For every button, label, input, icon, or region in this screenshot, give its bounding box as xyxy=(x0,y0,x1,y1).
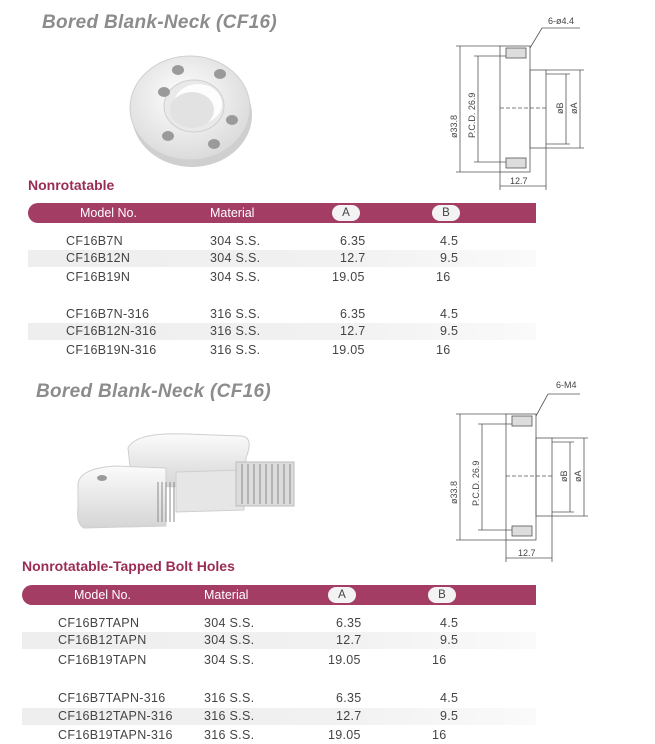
drawing-1-pcd: P.C.D. 26.9 xyxy=(467,92,477,138)
header-b: B xyxy=(428,587,456,603)
table-row: CF16B7N 304 S.S. 6.35 4.5 xyxy=(66,234,459,248)
section-1-subtitle: Nonrotatable xyxy=(28,177,115,193)
technical-drawing-1 xyxy=(430,8,590,193)
table-row: CF16B12N 304 S.S. 12.7 9.5 xyxy=(28,250,536,267)
table-row: CF16B12TAPN-316 316 S.S. 12.7 9.5 xyxy=(22,708,536,725)
drawing-1-holes: 6-ø4.4 xyxy=(548,16,575,26)
drawing-2-a: øA xyxy=(573,470,583,482)
section-2-title: Bored Blank-Neck (CF16) xyxy=(36,381,271,402)
header-material: Material xyxy=(204,588,249,602)
drawing-1-thickness: 12.7 xyxy=(510,176,528,186)
drawing-2-pcd: P.C.D. 26.9 xyxy=(471,460,481,506)
header-b: B xyxy=(432,205,460,221)
table-row: CF16B19N 304 S.S. 19.05 16 xyxy=(66,270,451,284)
drawing-2-holes: 6-M4 xyxy=(556,380,577,390)
section-1-title: Bored Blank-Neck (CF16) xyxy=(42,12,277,33)
drawing-1-b: øB xyxy=(555,102,565,114)
header-model: Model No. xyxy=(74,588,131,602)
technical-drawing-2 xyxy=(430,376,590,566)
flange-photo-2 xyxy=(76,428,298,540)
table-1-header xyxy=(28,203,536,223)
flange-photo-1 xyxy=(120,40,255,170)
header-material: Material xyxy=(210,206,255,220)
table-row: CF16B7N-316 316 S.S. 6.35 4.5 xyxy=(66,307,459,321)
section-2-subtitle: Nonrotatable-Tapped Bolt Holes xyxy=(22,558,235,574)
drawing-2-thickness: 12.7 xyxy=(518,548,536,558)
header-a: A xyxy=(332,205,360,221)
drawing-1-od: ø33.8 xyxy=(449,114,459,138)
table-row: CF16B19N-316 316 S.S. 19.05 16 xyxy=(66,343,451,357)
drawing-1-a: øA xyxy=(569,102,579,114)
table-row: CF16B7TAPN 304 S.S. 6.35 4.5 xyxy=(58,616,459,630)
drawing-2-od: ø33.8 xyxy=(449,480,459,504)
drawing-2-b: øB xyxy=(559,470,569,482)
header-a: A xyxy=(328,587,356,603)
table-row: CF16B7TAPN-316 316 S.S. 6.35 4.5 xyxy=(58,691,459,705)
table-2-header xyxy=(22,585,536,605)
table-row: CF16B12N-316 316 S.S. 12.7 9.5 xyxy=(28,323,536,340)
table-row: CF16B19TAPN 304 S.S. 19.05 16 xyxy=(58,653,447,667)
header-model: Model No. xyxy=(80,206,137,220)
table-row: CF16B19TAPN-316 316 S.S. 19.05 16 xyxy=(58,728,447,742)
table-row: CF16B12TAPN 304 S.S. 12.7 9.5 xyxy=(22,632,536,649)
